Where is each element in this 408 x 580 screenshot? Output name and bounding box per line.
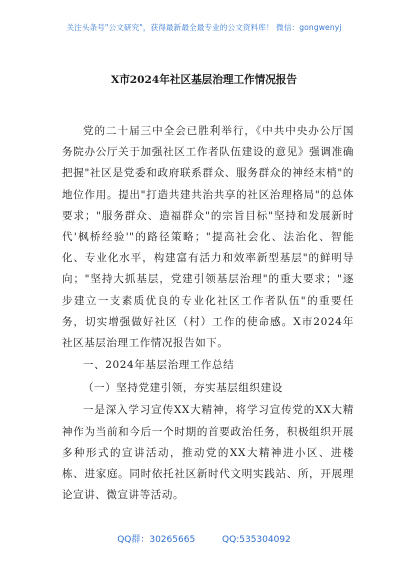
- top-banner: 关注头条号"公文研究"，获得最新最全最专业的公文资料库！ 微信：gongwenyj: [66, 23, 342, 32]
- qq-contact-link[interactable]: QQ:535304092: [222, 535, 291, 545]
- subsection-heading: （一）坚持党建引领，夯实基层组织建设: [83, 382, 283, 395]
- intro-paragraph: 党的二十届三中全会已胜利举行，《中共中央办公厅国务院办公厅关于加强社区工作者队伍建设的意见》强调准确把握"社区是党委和政府联系群众、服务群众的神经末梢"的地位作用。提出"打造共建共治共享的社区治理格局"的总体要求；"服务群众、造福群众"的宗旨目标"坚持和发展新时代'枫桥经验'"的路径策略；"提高社会化、法治化、智能化、专业化水平，构建富有活力和效率新型基层"的鲜明导向；"坚持大抓基层，党建引领基层治理"的重大要求；"逐步建立一支素质优良的专业化社区工作者队伍"的重要任务，切实增强做好社区（村）工作的使命感。X市2024年社区基层治理工作情况报告如下。: [62, 125, 354, 350]
- page-title: X市2024年社区基层治理工作情况报告: [110, 74, 297, 86]
- footer-contact: [0, 532, 408, 545]
- qq-group-link[interactable]: QQ群：30265665: [117, 535, 196, 545]
- body-paragraph: 一是深入学习宣传XX大精神，将学习宣传党的XX大精神作为当前和今后一个时期的首要政治任务，积极组织开展多种形式的宣讲活动，推动党的XX大精神进小区、进楼栋、进家庭。同时依托社区新时代文明实践站、所，开展理论宣讲、微宣讲等活动。: [62, 404, 354, 502]
- section-heading: 一、2024年基层治理工作总结: [83, 359, 235, 372]
- document-body: [62, 121, 354, 506]
